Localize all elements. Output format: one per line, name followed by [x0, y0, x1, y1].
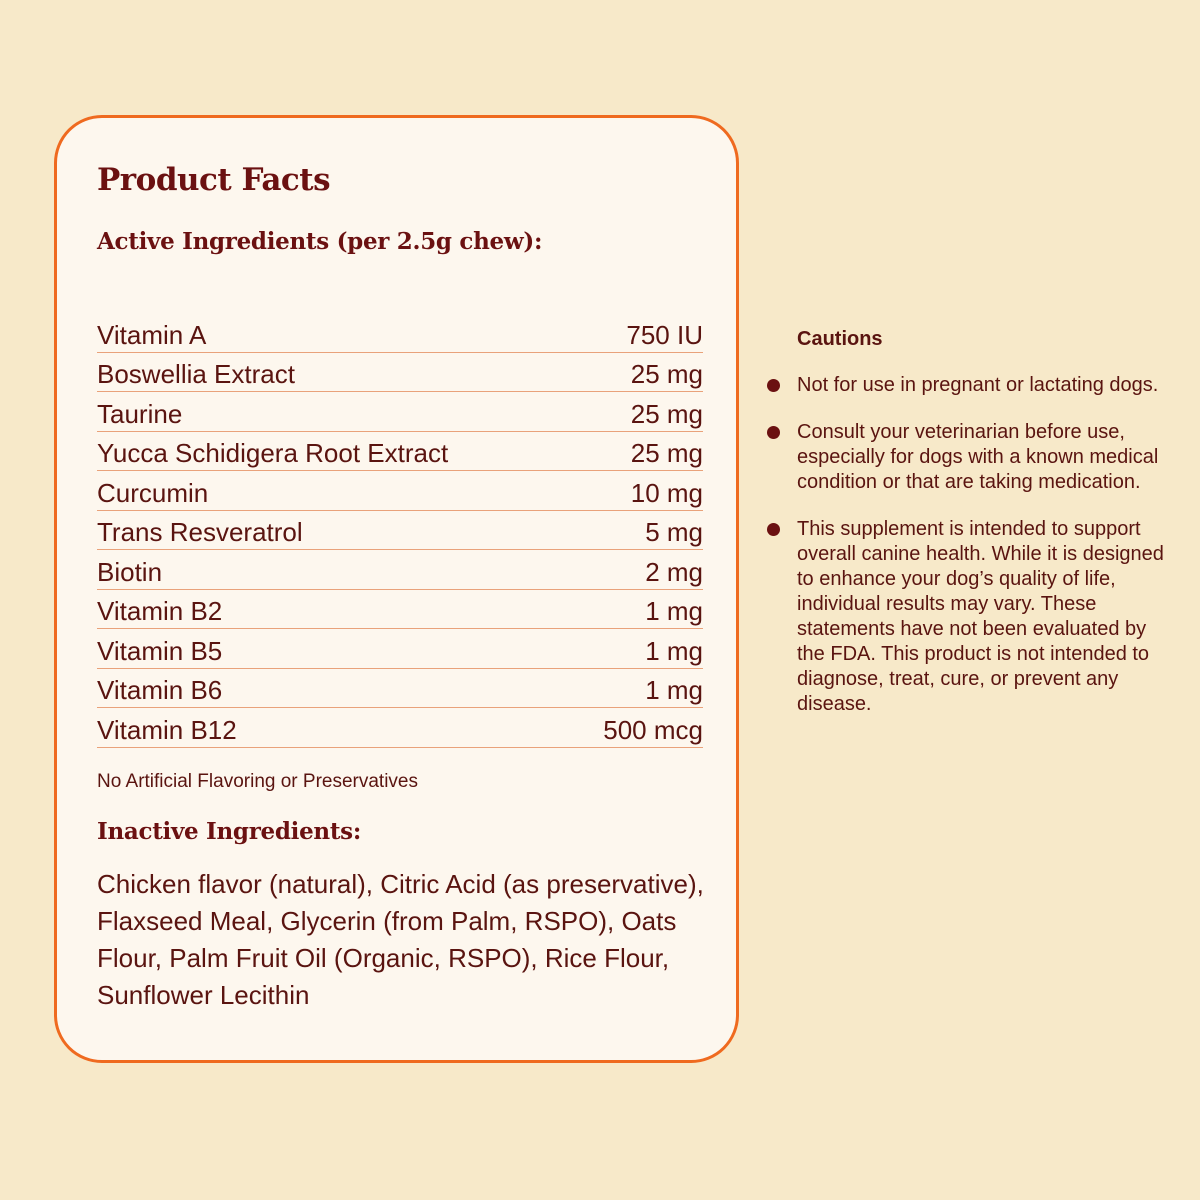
ingredient-name: Biotin	[97, 556, 163, 587]
ingredient-name: Vitamin B6	[97, 675, 223, 705]
active-ingredients-heading: Active Ingredients (per 2.5g chew):	[97, 228, 543, 255]
preservatives-note: No Artificial Flavoring or Preservatives	[97, 771, 418, 792]
caution-text: Consult your veterinarian before use, especially for dogs with a known medical condition or that are taking medication.	[797, 421, 1159, 493]
ingredient-row	[97, 392, 703, 432]
ingredient-name: Trans Resveratrol	[97, 517, 303, 547]
caution-item	[766, 373, 1176, 398]
ingredient-amount: 1 mg	[645, 675, 703, 705]
ingredient-name: Vitamin B5	[97, 635, 223, 666]
caution-text: This supplement is intended to support overall canine health. While it is designed to enhance your dog’s quality of life, individual results may vary. These statements have not been evaluated by the FDA. This product is not intended to diagnose, treat, cure, or prevent any disease.	[797, 518, 1164, 715]
ingredient-amount: 5 mg	[645, 517, 703, 547]
ingredient-row	[97, 313, 703, 353]
bullet-icon	[767, 426, 780, 439]
cautions-section	[766, 328, 1176, 717]
ingredient-row	[97, 511, 703, 551]
caution-text: Not for use in pregnant or lactating dogs.	[797, 374, 1159, 396]
active-ingredients-table	[97, 313, 703, 748]
ingredient-amount: 25 mg	[630, 398, 703, 429]
bullet-icon	[767, 379, 780, 392]
cautions-heading: Cautions	[797, 328, 883, 350]
ingredient-amount: 25 mg	[630, 438, 703, 468]
ingredient-row	[97, 471, 703, 511]
ingredient-row	[97, 550, 703, 590]
ingredient-row	[97, 669, 703, 709]
ingredient-amount: 500 mcg	[603, 714, 703, 745]
ingredient-name: Vitamin B12	[97, 714, 237, 745]
ingredient-row	[97, 432, 703, 472]
ingredient-amount: 25 mg	[630, 359, 703, 389]
ingredient-name: Curcumin	[97, 477, 209, 508]
ingredient-name: Boswellia Extract	[97, 359, 295, 389]
page-title: Product Facts	[97, 162, 331, 198]
product-facts-card	[54, 115, 739, 1063]
ingredient-row	[97, 629, 703, 669]
ingredient-row	[97, 353, 703, 393]
ingredient-row	[97, 590, 703, 630]
ingredient-amount: 750 IU	[626, 319, 703, 350]
caution-item	[766, 420, 1176, 495]
ingredient-name: Yucca Schidigera Root Extract	[97, 438, 449, 468]
inactive-ingredients-heading: Inactive Ingredients:	[97, 818, 362, 845]
ingredient-amount: 2 mg	[645, 556, 703, 587]
ingredient-name: Vitamin A	[97, 319, 207, 350]
ingredient-name: Vitamin B2	[97, 596, 223, 626]
inactive-ingredients-text: Chicken flavor (natural), Citric Acid (as preservative), Flaxseed Meal, Glycerin (from Palm, RSPO), Oats Flour, Palm Fruit Oil (Organic, RSPO), Rice Flour, Sunflower Lecithin	[97, 869, 704, 1010]
ingredient-amount: 1 mg	[645, 596, 703, 626]
ingredient-row	[97, 708, 703, 748]
ingredient-name: Taurine	[97, 398, 183, 429]
caution-item	[766, 517, 1176, 717]
ingredient-amount: 10 mg	[630, 477, 703, 508]
bullet-icon	[767, 523, 780, 536]
ingredient-amount: 1 mg	[645, 635, 703, 666]
